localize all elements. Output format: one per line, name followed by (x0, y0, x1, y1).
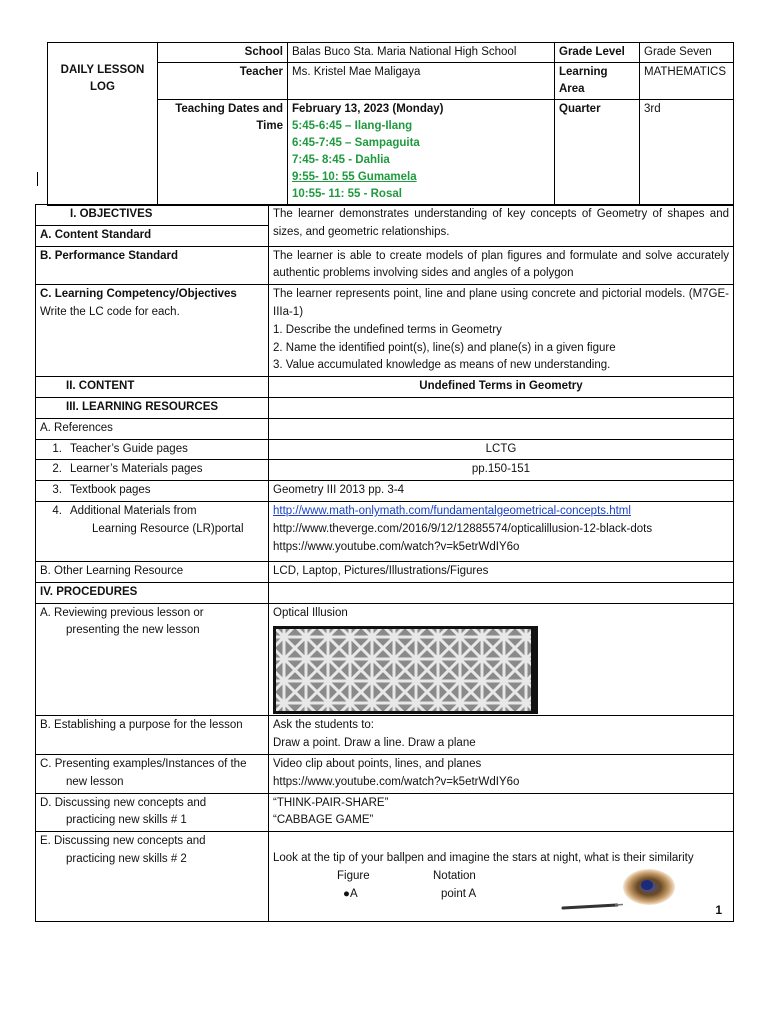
competency-label: C. Learning Competency/Objectives (40, 288, 237, 301)
additional-materials-label: 4. Additional Materials from Learning Resource (LR)portal (36, 501, 269, 561)
learning-resources-label: III. LEARNING RESOURCES (36, 397, 269, 418)
figure-notation-row: ●A point A (343, 887, 477, 900)
ballpen-and-star-image (559, 868, 679, 914)
procedure-d-cell: “THINK-PAIR-SHARE” “CABBAGE GAME” (269, 793, 734, 832)
date-value: February 13, 2023 (Monday) (292, 103, 444, 115)
youtube-link: https://www.youtube.com/watch?v=k5etrWdIY6o (273, 540, 520, 553)
lesson-table (35, 204, 734, 922)
performance-standard-label: B. Performance Standard (36, 246, 269, 285)
content-value: Undefined Terms in Geometry (269, 377, 734, 398)
procedure-a-cell (269, 603, 734, 716)
procedures-heading: IV. PROCEDURES (36, 582, 269, 603)
competency-item: 3. Value accumulated knowledge as means of new understanding. (273, 359, 611, 372)
references-label: A. References (36, 418, 269, 439)
procedure-e-cell (269, 832, 734, 922)
schedule-slot: 7:45- 8:45 - Dahlia (292, 154, 390, 166)
competency-cell (269, 285, 734, 377)
teacher-value: Ms. Kristel Mae Maligaya (288, 63, 555, 100)
procedure-d-label: D. Discussing new concepts and practicing new skills # 1 (36, 793, 269, 832)
performance-standard-text: The learner is able to create models of plan figures and formulate and solve accurately authentic problems involving sides and angles of a polygon (269, 246, 734, 285)
daily-lesson-log-title: DAILY LESSON LOG (48, 43, 158, 206)
math-onlymath-link[interactable]: http://www.math-onlymath.com/fundamentalgeometrical-concepts.html (273, 504, 631, 517)
content-label: II. CONTENT (36, 377, 269, 398)
resource-item: 1. Teacher’s Guide pages (36, 439, 269, 460)
optical-illusion-image (273, 626, 538, 714)
teacher-label: Teacher (158, 63, 288, 100)
quarter-label: Quarter (555, 100, 640, 206)
procedure-a-value: Optical Illusion (273, 606, 348, 619)
figure-notation-header: Figure Notation (337, 869, 476, 882)
schedule-slot: 10:55- 11: 55 - Rosal (292, 188, 402, 200)
additional-materials-links (269, 501, 734, 561)
school-label: School (158, 43, 288, 63)
teaching-dates-value (288, 100, 555, 206)
resource-value: pp.150-151 (269, 460, 734, 481)
schedule-slot: 5:45-6:45 – Ilang-Ilang (292, 120, 413, 132)
content-standard-label: A. Content Standard (40, 228, 152, 241)
procedure-b-cell: Ask the students to: Draw a point. Draw a line. Draw a plane (269, 716, 734, 755)
competency-sub: Write the LC code for each. (40, 305, 180, 318)
content-standard-text: The learner demonstrates understanding of key concepts of Geometry of shapes and sizes, and geometric relationships. (269, 205, 734, 247)
resource-value: Geometry III 2013 pp. 3-4 (269, 481, 734, 502)
objectives-left (36, 205, 269, 247)
competency-item: 1. Describe the undefined terms in Geometry (273, 323, 502, 336)
procedure-b-label: B. Establishing a purpose for the lesson (36, 716, 269, 755)
quarter-value: 3rd (640, 100, 734, 206)
competency-item: 2. Name the identified point(s), line(s) and plane(s) in a given figure (273, 341, 616, 354)
header-table (47, 42, 734, 206)
schedule-slot: 9:55- 10: 55 Gumamela (292, 171, 417, 183)
school-value: Balas Buco Sta. Maria National High School (288, 43, 555, 63)
objectives-heading: I. OBJECTIVES (36, 205, 268, 226)
grade-level-label: Grade Level (555, 43, 640, 63)
grade-level-value: Grade Seven (640, 43, 734, 63)
resource-item: 3. Textbook pages (36, 481, 269, 502)
schedule-slot: 6:45-7:45 – Sampaguita (292, 137, 420, 149)
competency-label-cell (36, 285, 269, 377)
resource-item: 2. Learner’s Materials pages (36, 460, 269, 481)
learning-area-label: Learning Area (555, 63, 640, 100)
page-number: 1 (715, 903, 722, 917)
procedure-a-label: A. Reviewing previous lesson or presenting the new lesson (36, 603, 269, 716)
procedure-e-label: E. Discussing new concepts and practicing new skills # 2 (36, 832, 269, 922)
theverge-link: http://www.theverge.com/2016/9/12/12885574/opticalillusion-12-black-dots (273, 522, 653, 535)
other-resource-value: LCD, Laptop, Pictures/Illustrations/Figures (269, 561, 734, 582)
procedure-c-label: C. Presenting examples/Instances of the new lesson (36, 754, 269, 793)
learning-area-value: MATHEMATICS (640, 63, 734, 100)
competency-text: The learner represents point, line and plane using concrete and pictorial models. (M7GE-IIIa-1) (273, 288, 729, 318)
procedure-c-cell: Video clip about points, lines, and planes https://www.youtube.com/watch?v=k5etrWdIY6o (269, 754, 734, 793)
other-resource-label: B. Other Learning Resource (36, 561, 269, 582)
procedure-e-value: Look at the tip of your ballpen and imagine the stars at night, what is their similarity (273, 852, 694, 865)
resource-value: LCTG (269, 439, 734, 460)
text-cursor (37, 172, 38, 186)
teaching-dates-label: Teaching Dates and Time (158, 100, 288, 206)
